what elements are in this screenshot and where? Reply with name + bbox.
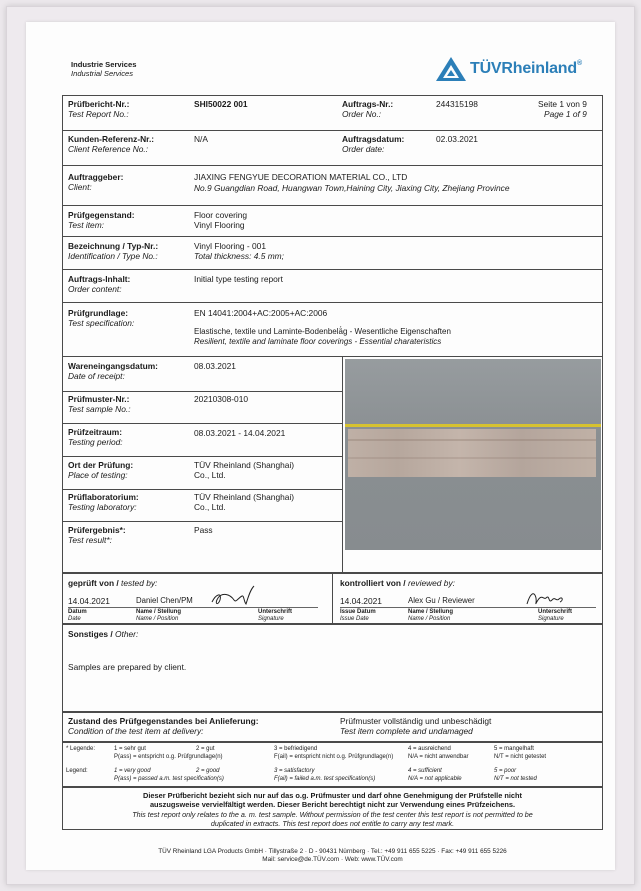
tested-col-sig-de: Unterschrift [258,609,293,615]
reviewed-col-name-de: Name / Stellung [408,609,454,615]
order-date-value: 02.03.2021 [436,134,478,144]
client-ref-label-en: Client Reference No.: [68,144,149,154]
condition-label-en: Condition of the test item at delivery: [68,726,204,736]
legend-en-2: 2 = good [196,768,220,774]
order-date-label-de: Auftragsdatum: [342,134,405,144]
tested-col-sig-en: Signature [258,616,284,622]
legend-label-de: * Legende: [66,746,96,752]
order-content-label-en: Order content: [68,284,122,294]
place-label-de: Ort der Prüfung: [68,460,134,470]
tested-col-name-en: Name / Position [136,616,179,622]
condition-label-de: Zustand des Prüfgegenstandes bei Anlieferung: [68,716,259,726]
receipt-label-de: Wareneingangsdatum: [68,361,158,371]
identification-line2: Total thickness: 4.5 mm; [194,251,284,261]
client-ref-label-de: Kunden-Referenz-Nr.: [68,134,155,144]
tested-col-date-en: Date [68,616,81,622]
specification-label-en: Test specification: [68,318,135,328]
place-line1: TÜV Rheinland (Shanghai) [194,460,295,470]
legend-de-1: 1 = sehr gut [114,746,146,752]
page-en: Page 1 of 9 [544,109,587,119]
order-date-label-en: Order date: [342,144,385,154]
reviewed-by-label: kontrolliert von / reviewed by: [340,578,455,588]
order-no-label-de: Auftrags-Nr.: [342,99,394,109]
legend-de-3: 3 = befriedigend [274,746,318,752]
disclaimer-line1: Dieser Prüfbericht bezieht sich nur auf das o.g. Prüfmuster und darf ohne Genehmigung der Prüfstelle nicht [142,791,523,800]
period-label-de: Prüfzeitraum: [68,427,122,437]
specification-line3: Resilient, textile and laminate floor coverings - Essential charateristics [194,337,442,346]
legend-en-3: 3 = satisfactory [274,768,315,774]
footer-line2: Mail: service@de.TÜV.com · Web: www.TÜV.com [262,856,403,863]
disclaimer-line3: This test report only relates to the a. m. test sample. Without permission of the test center this test report is not permitted to be [132,810,533,819]
result-label-de: Prüfergebnis*: [68,525,126,535]
receipt-label-en: Date of receipt: [68,371,125,381]
test-item-line2: Vinyl Flooring [194,220,245,230]
reviewed-col-sig-de: Unterschrift [538,609,573,615]
place-label-en: Place of testing: [68,470,128,480]
identification-label-en: Identification / Type No.: [68,251,158,261]
other-value: Samples are prepared by client. [68,662,187,672]
tested-date: 14.04.2021 [68,596,110,606]
tuv-logo-text: TÜVRheinland® [470,60,582,77]
receipt-value: 08.03.2021 [194,361,236,371]
reviewed-date: 14.04.2021 [340,596,382,606]
tested-name: Daniel Chen/PM [136,596,193,605]
page-de: Seite 1 von 9 [538,99,587,109]
specification-line1: EN 14041:2004+AC:2005+AC:2006 [194,308,328,318]
sample-photo [345,359,601,550]
result-label-en: Test result*: [68,535,112,545]
sample-label-en: Test sample No.: [68,404,131,414]
identification-label-de: Bezeichnung / Typ-Nr.: [68,241,159,251]
period-label-en: Testing period: [68,437,123,447]
reviewed-col-name-en: Name / Position [408,616,451,622]
report-no-label-en: Test Report No.: [68,109,129,119]
period-value: 08.03.2021 - 14.04.2021 [194,428,286,438]
lab-line2: Co., Ltd. [194,502,226,512]
reviewed-col-sig-en: Signature [538,616,564,622]
client-label-en: Client: [68,182,92,192]
order-content-label-de: Auftrags-Inhalt: [68,274,131,284]
identification-line1: Vinyl Flooring - 001 [194,241,267,251]
reviewed-col-date-de: Issue Datum [340,609,376,615]
report-page [26,22,615,870]
legend-en-1: 1 = very good [114,768,151,774]
client-ref-value: N/A [194,134,208,144]
test-item-label-de: Prüfgegenstand: [68,210,135,220]
legend-en-fail: F(ail) = failed a.m. test specification(s) [274,776,376,782]
legend-de-5: 5 = mangelhaft [494,746,534,752]
test-item-line1: Floor covering [194,210,248,220]
legend-de-na: N/A = nicht anwendbar [408,754,469,760]
legend-de-nt: N/T = nicht getestet [494,754,547,760]
client-name: JIAXING FENGYUE DECORATION MATERIAL CO., LTD [194,172,408,182]
specification-line2: Elastische, textile und Laminte-Bodenbelä́g - Wesentliche Eigenschaften [194,327,451,336]
test-item-label-en: Test item: [68,220,104,230]
place-line2: Co., Ltd. [194,470,226,480]
sample-label-de: Prüfmuster-Nr.: [68,394,130,404]
condition-value-en: Test item complete and undamaged [340,726,473,736]
lab-label-de: Prüflaboratorium: [68,492,139,502]
footer-line1: TÜV Rheinland LGA Products GmbH · Tillystraße 2 · D - 90431 Nürnberg · Tel.: +49 911 655 5225 · Fax: +49 911 655 5226 [158,848,507,855]
reviewed-name: Alex Gu / Reviewer [408,596,475,605]
legend-en-pass: P(ass) = passed a.m. test specification(s) [114,776,224,782]
legend-en-na: N/A = not applicable [408,776,462,782]
reviewed-signature-icon [524,586,568,608]
legend-en-nt: N/T = not tested [494,776,537,782]
sample-value: 20210308-010 [194,394,249,404]
tested-col-date-de: Datum [68,609,87,615]
disclaimer-line2: auszugsweise vervielfältigt werden. Dieser Bericht berechtigt nicht zur Verwendung eines Prüfzeichens. [149,800,516,809]
tested-col-name-de: Name / Stellung [136,609,182,615]
lab-line1: TÜV Rheinland (Shanghai) [194,492,295,502]
other-label: Sonstiges / Other: [68,629,139,639]
tested-signature-icon [208,584,260,608]
report-no-value: SHI50022 001 [194,99,248,109]
order-no-label-en: Order No.: [342,109,382,119]
condition-value-de: Prüfmuster vollständig und unbeschädigt [340,716,492,726]
tested-by-label: geprüft von / tested by: [68,578,158,588]
legend-en-4: 4 = sufficient [408,768,442,774]
legend-de-pass: P(ass) = entspricht o.g. Prüfgrundlage(n) [114,754,223,760]
client-address: No.9 Guangdian Road, Huangwan Town,Haining City, Jiaxing City, Zhejiang Province [194,183,510,193]
legend-en-5: 5 = poor [494,768,517,774]
dept-en: Industrial Services [71,69,134,78]
legend-de-4: 4 = ausreichend [408,746,451,752]
report-no-label-de: Prüfbericht-Nr.: [68,99,130,109]
order-content-value: Initial type testing report [194,274,283,284]
tuv-triangle-icon [435,56,467,82]
order-no-value: 244315198 [436,99,478,109]
legend-de-fail: F(ail) = entspricht nicht o.g. Prüfgrundlage(n) [274,754,394,760]
client-label-de: Auftraggeber: [68,172,124,182]
lab-label-en: Testing laboratory: [68,502,137,512]
disclaimer-line4: duplicated in extracts. This test report does not entitle to carry any test mark. [210,819,455,828]
legend-label-en: Legend: [66,768,88,774]
dept-de: Industrie Services [71,60,137,69]
legend-de-2: 2 = gut [196,746,215,752]
result-value: Pass [194,525,213,535]
reviewed-col-date-en: Issue Date [340,616,369,622]
specification-label-de: Prüfgrundlage: [68,308,129,318]
